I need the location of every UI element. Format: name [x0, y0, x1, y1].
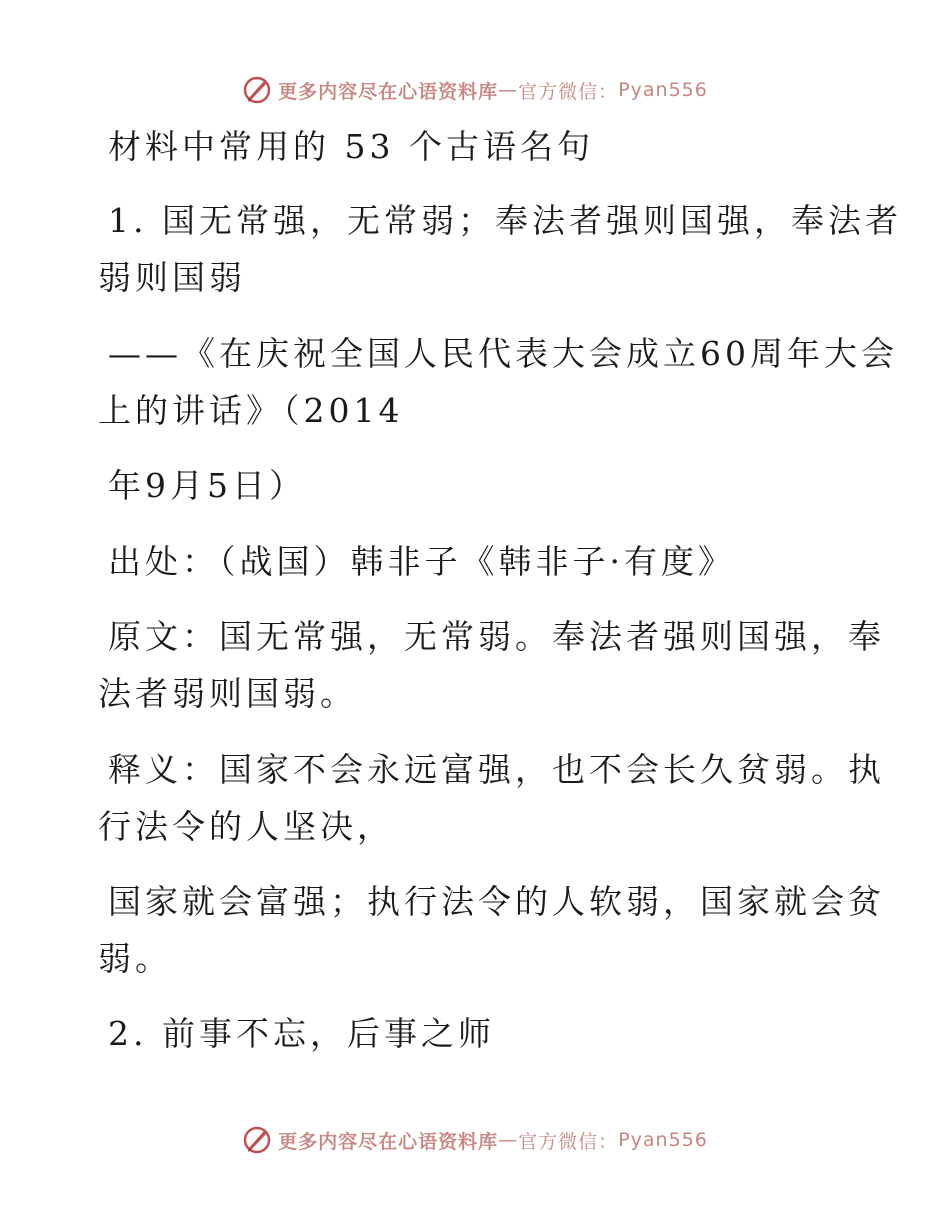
item1-meaning-line1: 释义：国家不会永远富强，也不会长久贫弱。执: [108, 750, 885, 789]
watermark-dash: —: [498, 79, 519, 101]
item1-meaning-line2: 行法令的人坚决，: [98, 807, 394, 846]
item1-source-line3: 年9月5日）: [108, 466, 306, 505]
item1-quote-line1: 1. 国无常强，无常弱；奉法者强则国强，奉法者: [108, 201, 902, 240]
item1-origin: 出处：（战国）韩非子《韩非子·有度》: [108, 542, 735, 581]
quill-pen-logo-icon: [242, 75, 272, 105]
item1-quote-line2: 弱则国弱: [98, 258, 246, 297]
header-watermark: [0, 70, 950, 110]
watermark-account-label: 官方微信：: [518, 1130, 619, 1153]
document-title: 材料中常用的 53 个古语名句: [108, 127, 594, 166]
item1-original-line2: 法者弱则国弱。: [98, 674, 357, 713]
watermark-brand-text: 更多内容尽在心语资料库: [278, 1130, 499, 1153]
watermark-account-label: 官方微信：: [518, 80, 619, 103]
item1-source-line1: ——《在庆祝全国人民代表大会成立60周年大会: [108, 334, 898, 373]
watermark-brand-text: 更多内容尽在心语资料库: [278, 80, 499, 103]
item1-meaning-line4: 弱。: [98, 939, 172, 978]
footer-watermark: [0, 1120, 950, 1160]
item1-original-line1: 原文：国无常强，无常弱。奉法者强则国强，奉: [108, 617, 885, 656]
quill-pen-logo-icon: [242, 1125, 272, 1155]
watermark-account-id: Pyan556: [618, 79, 708, 101]
item2-quote-line1: 2. 前事不忘，后事之师: [108, 1014, 495, 1053]
watermark-dash: —: [498, 1129, 519, 1151]
item1-source-line2: 上的讲话》（2014: [98, 391, 404, 430]
watermark-account-id: Pyan556: [618, 1129, 708, 1151]
item1-meaning-line3: 国家就会富强；执行法令的人软弱，国家就会贫: [108, 882, 885, 921]
